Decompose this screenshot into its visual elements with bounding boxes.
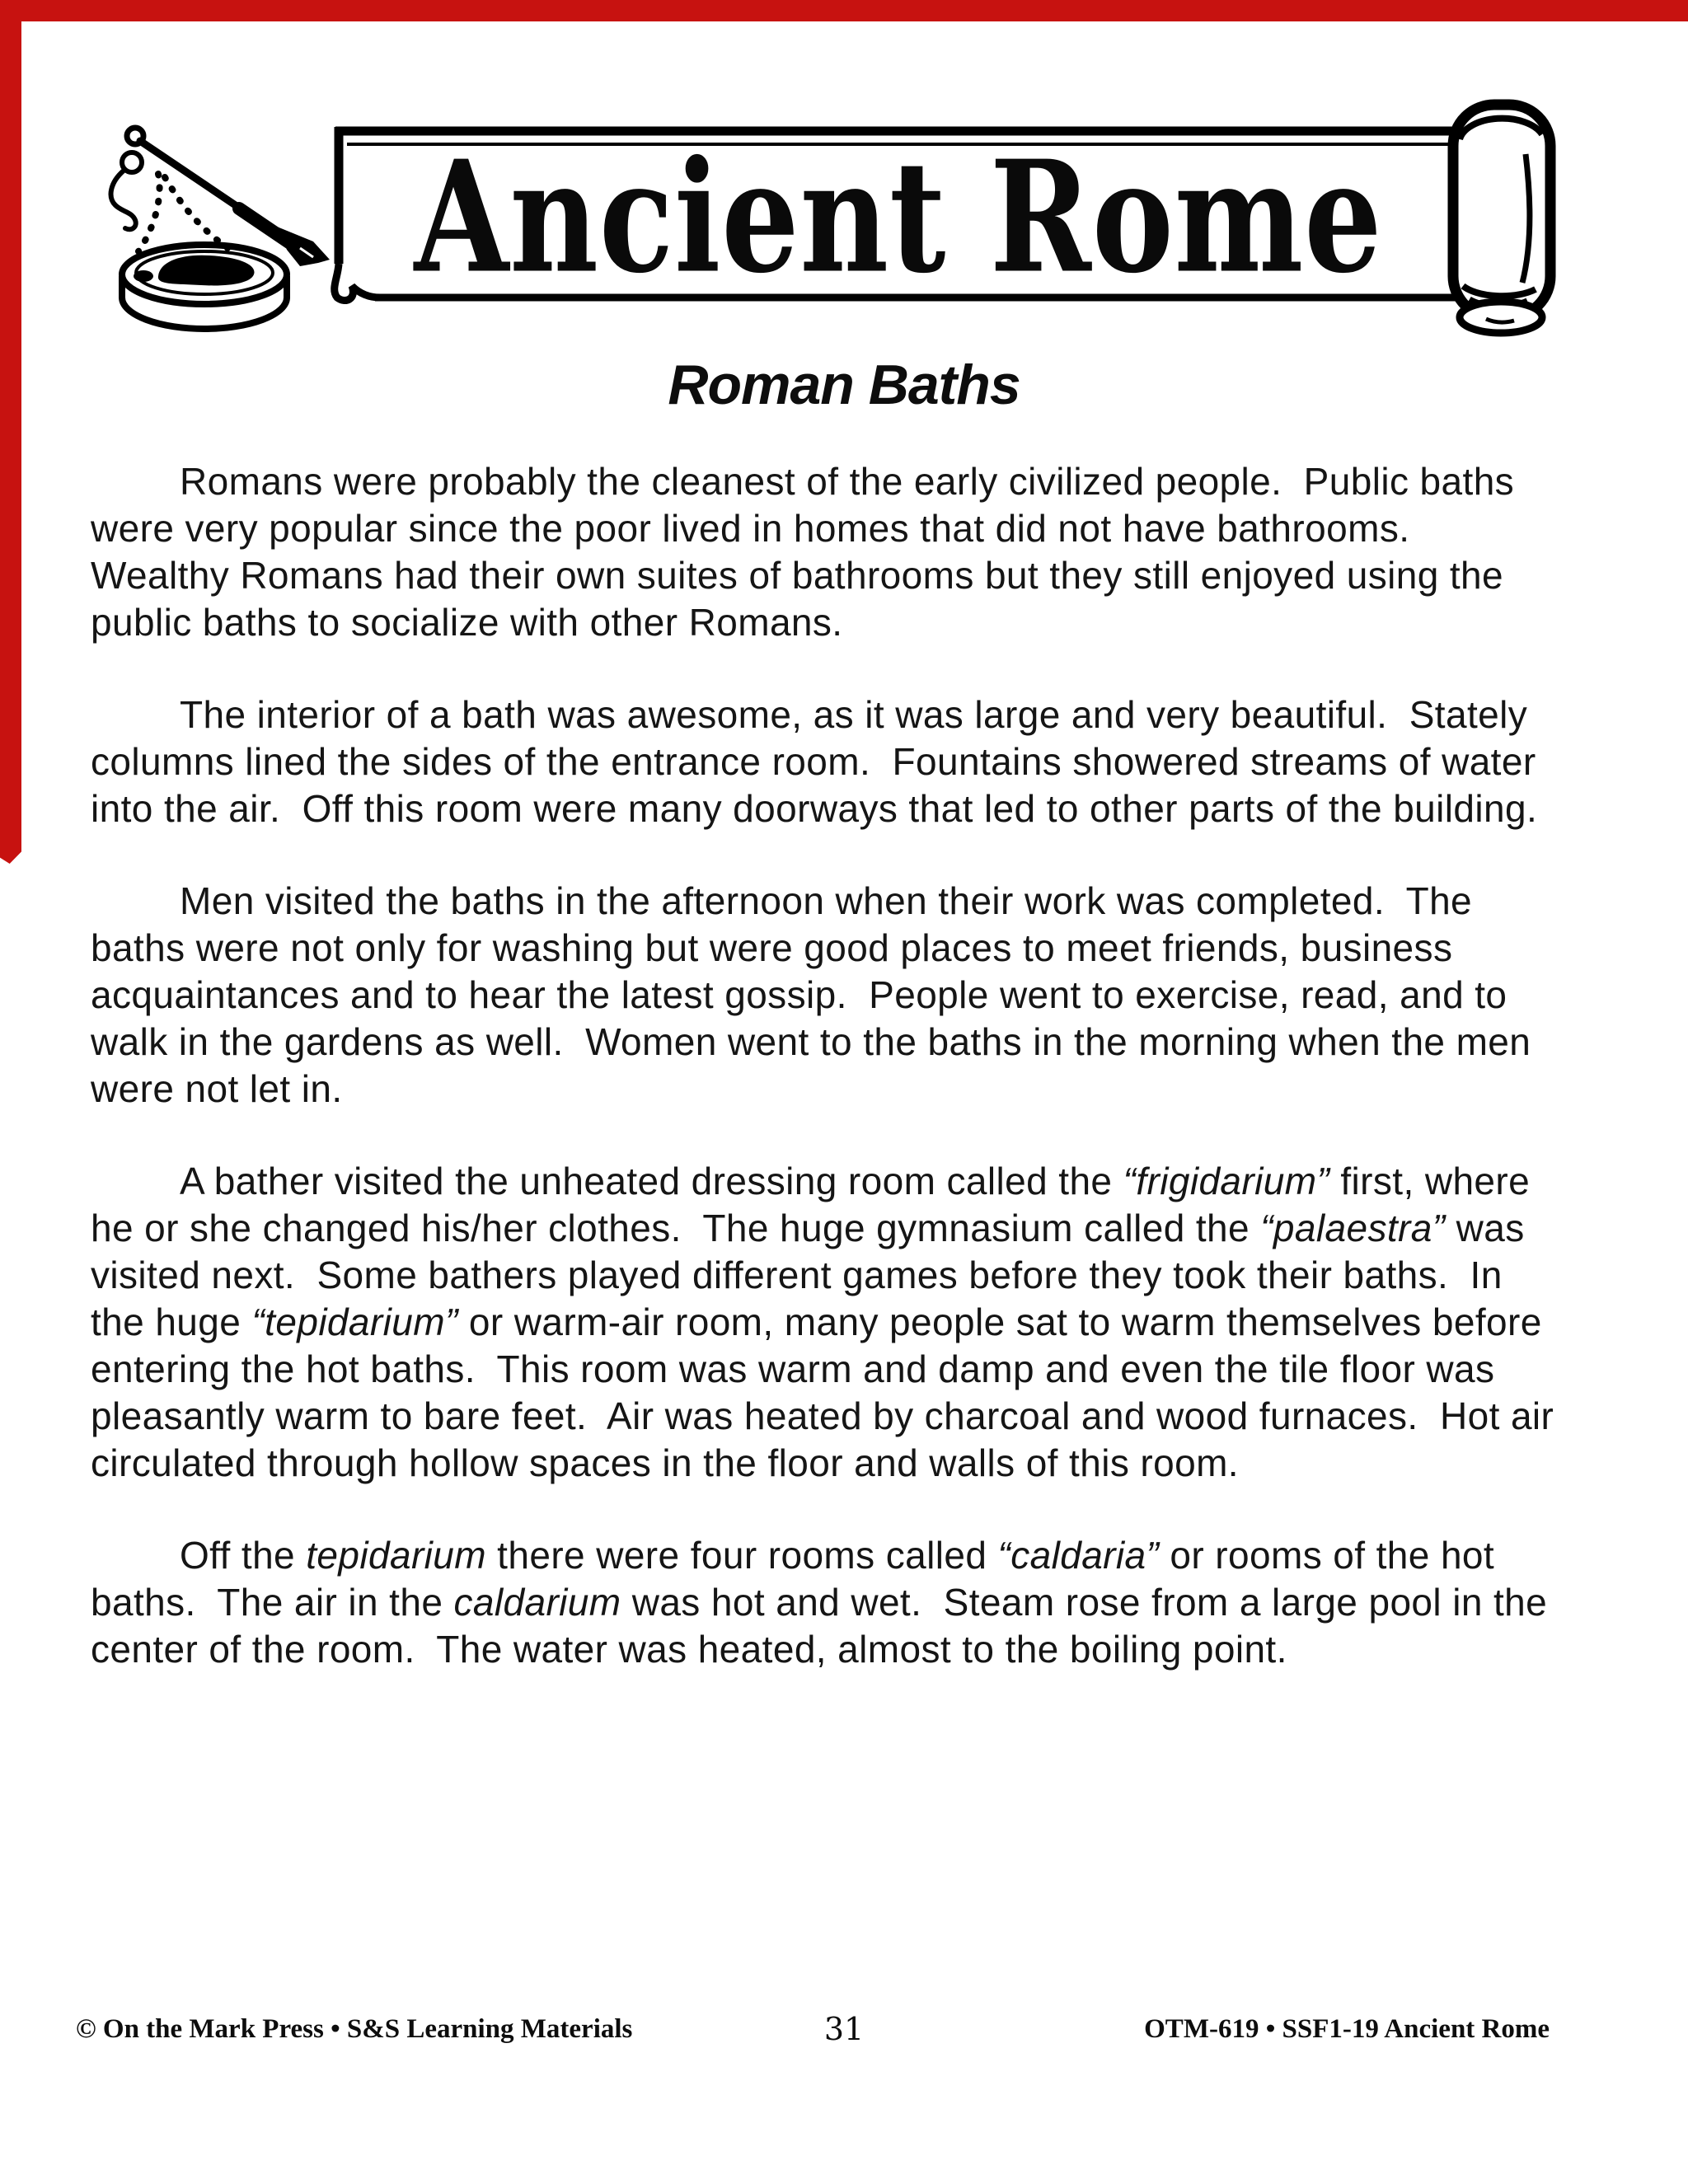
dotted-chain	[138, 174, 227, 251]
paragraph-text: Men visited the baths in the afternoon when their work was completed. The baths were not only for washing but were good places to meet friends, business acquaintances and to hear the latest gossip. People went to exercise, read, and to walk in the gardens as well. Women went to the baths in the morning when the men were not let in.	[91, 879, 1542, 1110]
copyright-text: © On the Mark Press • S&S Learning Materials	[76, 2014, 633, 2044]
paragraph-text: was visited next. Some bathers played different games before they took their baths. In the huge	[91, 1207, 1536, 1343]
paragraph-text: or warm-air room, many people sat to warm themselves before entering the hot baths. This room was warm and damp and even the tile floor was pleasantly warm to bare feet. Air was heated by charcoal and wood furnaces. Hot air circulated through hollow spaces in the floor and walls of this room.	[91, 1301, 1565, 1484]
paragraph-1	[91, 458, 1564, 646]
product-code-text: OTM-619 • SSF1-19 Ancient Rome	[1144, 2014, 1550, 2044]
banner-title	[363, 126, 1434, 307]
scan-artifact-top-edge	[0, 0, 1688, 21]
paragraph-text: was hot and wet. Steam rose from a large pool in the center of the room. The water was heated, almost to the boiling point.	[91, 1581, 1559, 1671]
paragraph-text: The interior of a bath was awesome, as it was large and very beautiful. Stately columns lined the sides of the entrance room. Fountains showered streams of water into the air. Off this room were many doorways that led to other parts of the building.	[91, 693, 1547, 830]
body-text	[91, 458, 1564, 1718]
latin-term: tepidarium	[306, 1534, 486, 1577]
inkwell-base	[122, 245, 287, 329]
ribbon-curl	[111, 152, 142, 229]
banner-title-text: Ancient Rome	[414, 126, 1383, 307]
paragraph-text: Romans were probably the cleanest of the early civilized people. Public baths were very popular since the poor lived in homes that did not have bathrooms. Wealthy Romans had their own suites of bathrooms but they still enjoyed using the public baths to socialize with other Romans.	[91, 460, 1526, 644]
latin-term: “caldaria”	[997, 1534, 1160, 1577]
latin-term: “tepidarium”	[251, 1301, 458, 1343]
inkwell-quill-icon	[66, 120, 338, 334]
latin-term: “frigidarium”	[1123, 1160, 1330, 1202]
paragraph-text: A bather visited the unheated dressing room called the	[180, 1160, 1123, 1202]
scan-artifact-left-edge	[0, 0, 21, 864]
paragraph-text: or rooms of the hot baths. The air in the	[91, 1534, 1506, 1624]
paragraph-4	[91, 1158, 1564, 1487]
paragraph-3	[91, 878, 1564, 1113]
scroll-roll	[1453, 105, 1550, 333]
latin-term: “palaestra”	[1260, 1207, 1446, 1249]
paragraph-text: there were four rooms called	[486, 1534, 998, 1577]
latin-term: caldarium	[453, 1581, 621, 1624]
paragraph-5	[91, 1532, 1564, 1673]
paragraph-text: first, where he or she changed his/her clothes. The huge gymnasium called the	[91, 1160, 1541, 1249]
page-title: Roman Baths	[668, 354, 1020, 416]
paragraph-2	[91, 691, 1564, 832]
page-footer	[0, 2011, 1688, 2055]
page-number: 31	[823, 2011, 865, 2047]
paragraph-text: Off the	[180, 1534, 307, 1577]
